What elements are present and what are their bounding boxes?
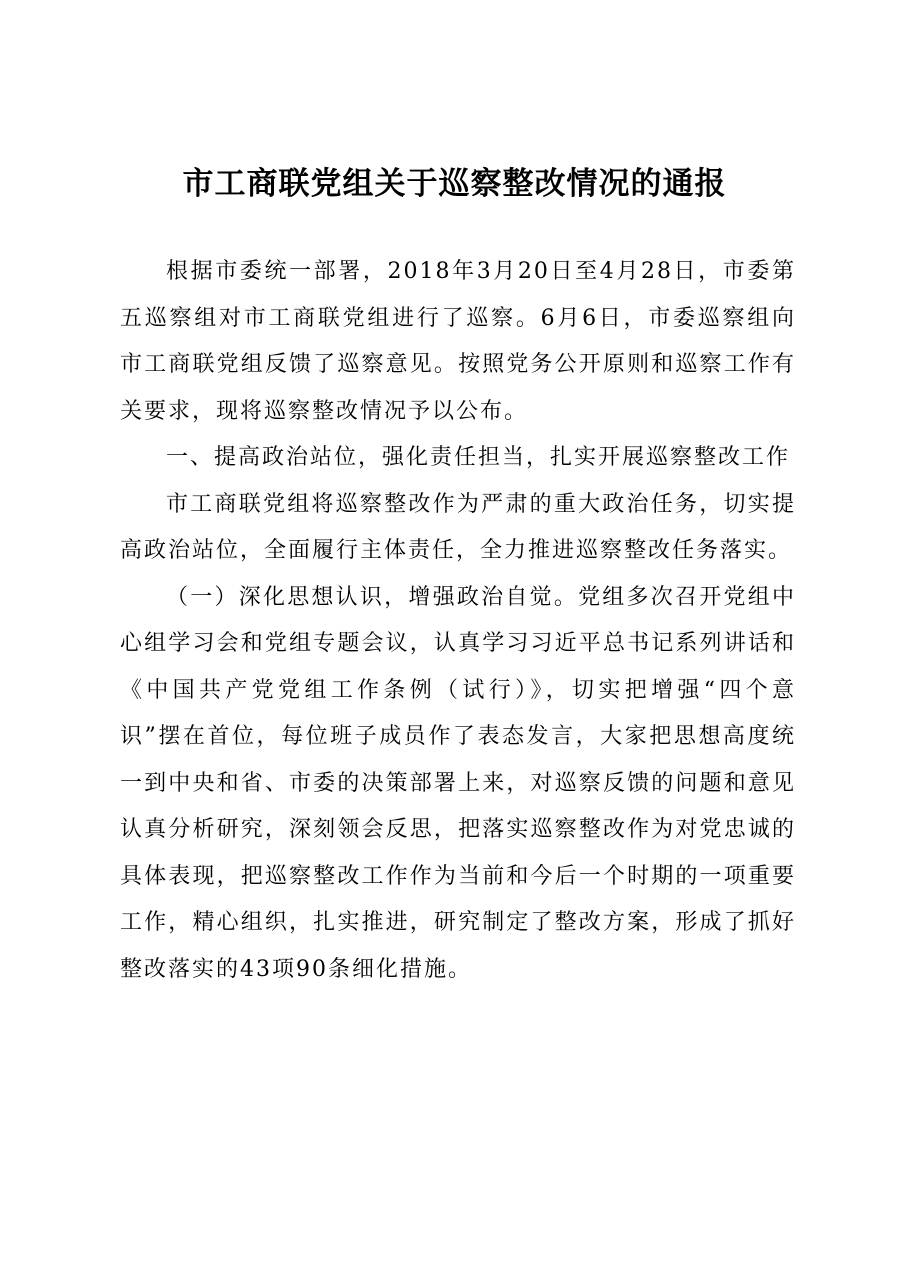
paragraph-subsection-1: （一）深化思想认识，增强政治自觉。党组多次召开党组中心组学习会和党组专题会议，认真学习习近平总书记系列讲话和《中国共产党党组工作条例（试行）》，切实把增强“四个意识”摆在首位，每位班子成员作了表态发言，大家把思想高度统一到中央和省、市委的决策部署上来，对巡察反馈的问题和意见认真分析研究，深刻领会反思，把落实巡察整改作为对党忠诚的具体表现，把巡察整改工作作为当前和今后一个时期的一项重要工作，精心组织，扎实推进，研究制定了整改方案，形成了抓好整改落实的43项90条细化措施。	[120, 584, 796, 982]
document-title: 市工商联党组关于巡察整改情况的通报	[182, 166, 727, 202]
section-heading-1: 一、提高政治站位，强化责任担当，扎实开展巡察整改工作	[166, 445, 791, 470]
document-body	[120, 249, 796, 993]
paragraph-section-1: 市工商联党组将巡察整改作为严肃的重大政治任务，切实提高政治站位，全面履行主体责任，全力推进巡察整改任务落实。	[120, 491, 796, 563]
paragraph-intro: 根据市委统一部署，2018年3月20日至4月28日，市委第五巡察组对市工商联党组进行了巡察。6月6日，市委巡察组向市工商联党组反馈了巡察意见。按照党务公开原则和巡察工作有关要求，现将巡察整改情况予以公布。	[120, 259, 796, 424]
